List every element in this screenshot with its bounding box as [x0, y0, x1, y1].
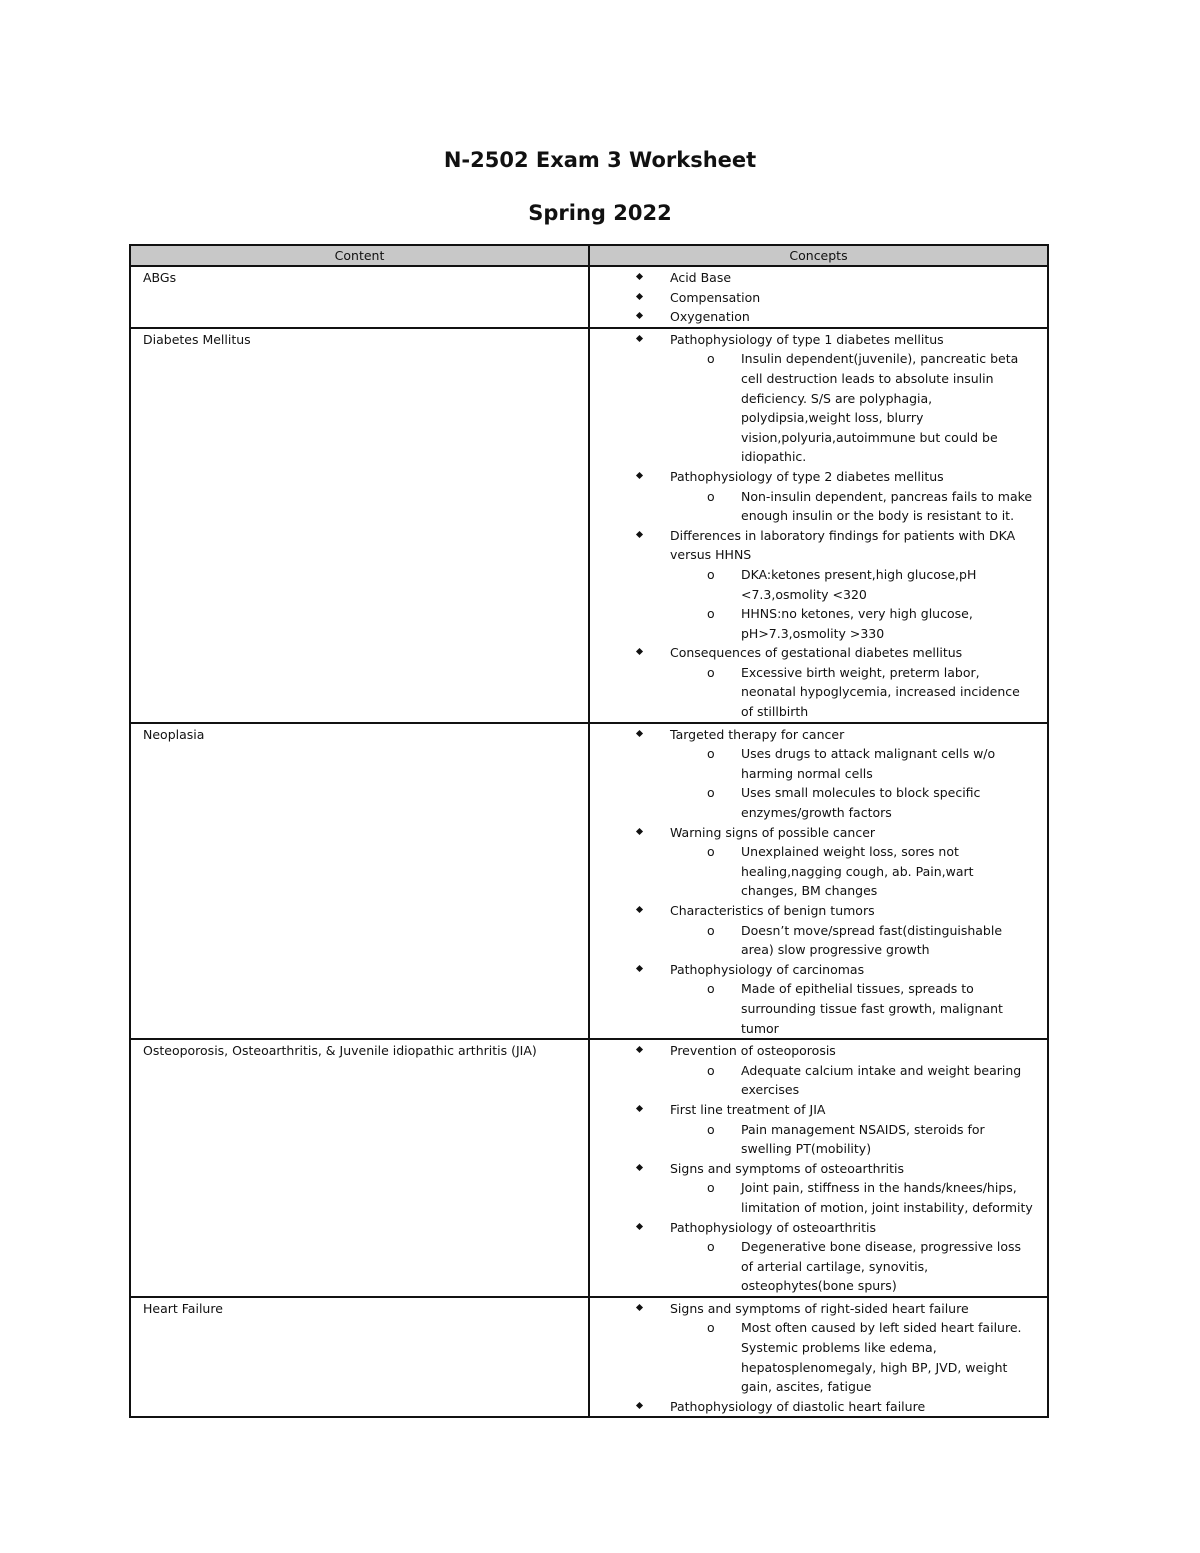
sub-concept-list [670, 1318, 1041, 1396]
concept-text: Prevention of osteoporosis [670, 1043, 836, 1059]
sub-concept-item: o Doesn’t move/spread fast(distinguishable area) slow progressive growth [590, 921, 1041, 960]
table-row [130, 723, 1048, 1040]
concepts-cell [589, 1297, 1048, 1418]
sub-concept-list [670, 921, 1041, 960]
table-row [130, 266, 1048, 328]
concept-item [590, 1299, 1047, 1397]
sub-concept-list [670, 842, 1041, 901]
concept-text: Acid Base [670, 270, 732, 285]
sub-concept-item: o Pain management NSAIDS, steroids for swelling PT(mobility) [590, 1120, 1041, 1159]
concept-item [590, 960, 1047, 1038]
content-cell: ABGs [130, 266, 589, 328]
sub-concept-item: o DKA:ketones present,high glucose,pH <7.3,osmolity <320 [590, 565, 1041, 604]
concept-item [590, 1041, 1047, 1100]
concept-item [590, 643, 1047, 721]
concept-text: Consequences of gestational diabetes mellitus [670, 645, 963, 661]
concept-text: Pathophysiology of osteoarthritis [670, 1219, 876, 1235]
concept-text: Signs and symptoms of right-sided heart failure [670, 1300, 969, 1316]
concept-text: Targeted therapy for cancer [670, 726, 845, 742]
sub-concept-item: o HHNS:no ketones, very high glucose, pH>7.3,osmolity >330 [590, 604, 1041, 643]
concept-item [590, 467, 1047, 526]
concept-item [590, 823, 1047, 901]
content-cell: Diabetes Mellitus [130, 328, 589, 723]
concepts-cell [589, 328, 1048, 723]
concept-item [590, 1159, 1047, 1218]
sub-concept-item: o Degenerative bone disease, progressive loss of arterial cartilage, synovitis, osteophytes(bone spurs) [590, 1237, 1041, 1296]
sub-concept-item: o Uses small molecules to block specific enzymes/growth factors [590, 783, 1041, 822]
sub-concept-item: o Most often caused by left sided heart failure. Systemic problems like edema, hepatosplenomegaly, high BP, JVD, weight gain, ascites, fatigue [590, 1318, 1041, 1396]
sub-concept-item: o Non-insulin dependent, pancreas fails to make enough insulin or the body is resistant to it. [590, 487, 1041, 526]
concept-item [590, 725, 1047, 823]
concept-text: Compensation [670, 289, 761, 305]
concept-list [590, 1040, 1047, 1296]
sub-concept-list [670, 1120, 1041, 1159]
content-cell: Neoplasia [130, 723, 589, 1040]
concept-item [590, 330, 1047, 467]
concepts-cell [589, 723, 1048, 1040]
content-cell: Osteoporosis, Osteoarthritis, & Juvenile idiopathic arthritis (JIA) [130, 1039, 589, 1297]
concept-list [590, 267, 1047, 327]
concepts-cell [589, 266, 1048, 328]
sub-concept-list [670, 663, 1041, 722]
concept-text: Pathophysiology of diastolic heart failure [670, 1398, 926, 1414]
concepts-cell [589, 1039, 1048, 1297]
concept-text: Differences in laboratory findings for patients with DKA versus HHNS [670, 527, 1016, 563]
sub-concept-list [670, 565, 1041, 643]
concept-text: Pathophysiology of type 2 diabetes mellitus [670, 468, 944, 484]
concept-text: Signs and symptoms of osteoarthritis [670, 1160, 905, 1176]
concept-item [590, 901, 1047, 960]
sub-concept-list [670, 1237, 1041, 1296]
concept-list [590, 1298, 1047, 1417]
concept-text: Pathophysiology of type 1 diabetes mellitus [670, 331, 944, 347]
concept-item [590, 307, 1047, 327]
concept-item [590, 1100, 1047, 1159]
sub-concept-item: o Insulin dependent(juvenile), pancreatic beta cell destruction leads to absolute insulin deficiency. S/S are polyphagia, polydipsia,weight loss, blurry vision,polyuria,autoimmune but could be idiopathic. [590, 349, 1041, 467]
column-header-content: Content [130, 245, 589, 266]
table-body [130, 266, 1048, 1417]
sub-concept-list [670, 744, 1041, 822]
table-row [130, 328, 1048, 723]
column-header-concepts: Concepts [589, 245, 1048, 266]
table-row [130, 1297, 1048, 1418]
concept-text: First line treatment of JIA [670, 1101, 826, 1117]
sub-concept-item: o Unexplained weight loss, sores not healing,nagging cough, ab. Pain,wart changes, BM changes [590, 842, 1041, 901]
sub-concept-list [670, 1178, 1041, 1217]
worksheet-table [129, 244, 1049, 1418]
sub-concept-item: o Adequate calcium intake and weight bearing exercises [590, 1061, 1041, 1100]
concept-item [590, 1218, 1047, 1296]
concept-item [590, 288, 1047, 308]
concept-list [590, 724, 1047, 1039]
concept-text: Oxygenation [670, 309, 750, 325]
content-cell: Heart Failure [130, 1297, 589, 1418]
sub-concept-item: o Uses drugs to attack malignant cells w/o harming normal cells [590, 744, 1041, 783]
concept-item [590, 526, 1047, 644]
document-subtitle: Spring 2022 [528, 201, 672, 225]
concept-list [590, 329, 1047, 722]
sub-concept-list [670, 487, 1041, 526]
concept-item [590, 1397, 1047, 1417]
sub-concept-item: o Joint pain, stiffness in the hands/knees/hips, limitation of motion, joint instability, deformity [590, 1178, 1041, 1217]
sub-concept-item: o Excessive birth weight, preterm labor, neonatal hypoglycemia, increased incidence of stillbirth [590, 663, 1041, 722]
concept-text: Warning signs of possible cancer [670, 824, 876, 840]
table-header-row [130, 245, 1048, 266]
document-title: N-2502 Exam 3 Worksheet [443, 148, 757, 172]
concept-text: Characteristics of benign tumors [670, 903, 875, 918]
sub-concept-list [670, 349, 1041, 467]
concept-text: Pathophysiology of carcinomas [670, 961, 865, 977]
concept-item [590, 268, 1047, 288]
table-row [130, 1039, 1048, 1297]
sub-concept-item: o Made of epithelial tissues, spreads to surrounding tissue fast growth, malignant tumor [590, 979, 1041, 1038]
sub-concept-list [670, 979, 1041, 1038]
sub-concept-list [670, 1061, 1041, 1100]
